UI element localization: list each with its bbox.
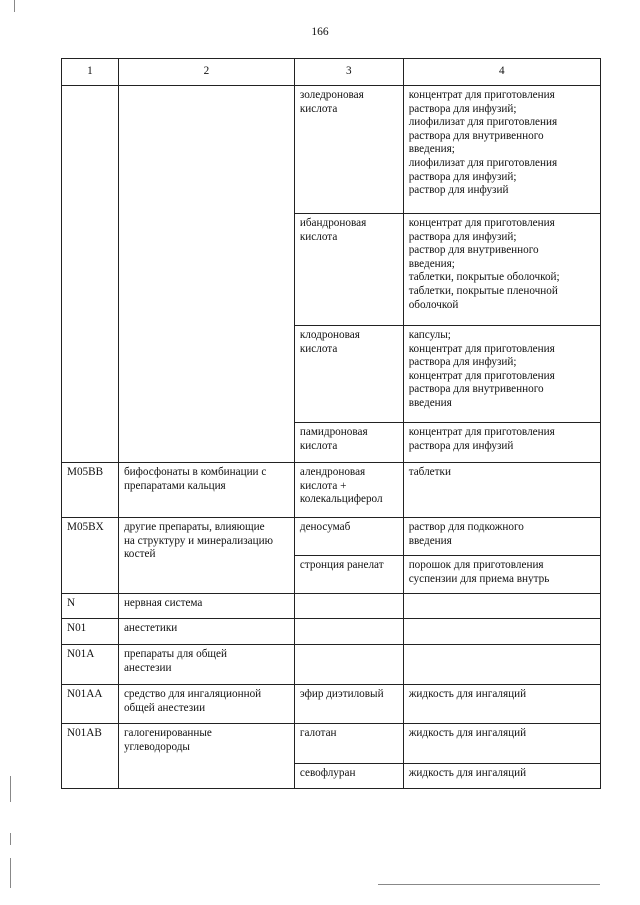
substance-cell <box>294 86 403 214</box>
forms-cell <box>403 326 600 423</box>
code-cell: M05BB <box>62 463 119 518</box>
forms-cell <box>403 764 600 789</box>
group-line: нервная система <box>123 597 203 609</box>
form-line: раствор для внутривенного <box>408 244 539 257</box>
scan-mark-bottom-rule <box>378 884 600 885</box>
forms-cell <box>403 214 600 326</box>
table-row <box>62 685 601 724</box>
form-line: лиофилизат для приготовления <box>408 156 558 169</box>
group-cell <box>118 685 294 724</box>
forms-cell <box>403 619 600 645</box>
form-line: введения; <box>408 257 455 270</box>
forms-cell <box>403 556 600 594</box>
code-cell: N01AA <box>62 685 119 724</box>
scan-mark-left-2 <box>10 833 11 845</box>
substance-line: колекальциферол <box>299 493 383 506</box>
forms-cell <box>403 685 600 724</box>
form-line: раствора для инфузий; <box>408 230 517 243</box>
form-line: раствора для инфузий; <box>408 356 517 369</box>
code-cell: N01AB <box>62 724 119 789</box>
forms-cell <box>403 463 600 518</box>
group-line: препараты для общей <box>123 648 227 660</box>
group-line: общей анестезии <box>123 701 206 714</box>
substance-cell <box>294 463 403 518</box>
group-line: средство для ингаляционной <box>123 688 262 700</box>
header-col-1: 1 <box>62 59 119 86</box>
scan-mark-left-3 <box>10 858 11 888</box>
form-line: концентрат для приготовления <box>408 217 555 229</box>
substance-cell <box>294 764 403 789</box>
form-line: введения; <box>408 143 455 156</box>
form-line: раствора для внутривенного <box>408 129 544 142</box>
table-row <box>62 619 601 645</box>
scan-mark-top-left <box>14 0 15 12</box>
substance-line: клодроновая <box>299 329 360 341</box>
group-cell <box>118 645 294 685</box>
forms-cell <box>403 86 600 214</box>
substance-line: ибандроновая <box>299 217 367 229</box>
code-cell: N01A <box>62 645 119 685</box>
group-cell <box>118 518 294 594</box>
form-line: таблетки, покрытые оболочкой; <box>408 271 560 284</box>
substance-cell <box>294 645 403 685</box>
group-cell <box>118 463 294 518</box>
form-line: суспензии для приема внутрь <box>408 572 550 585</box>
form-line: жидкость для ингаляций <box>408 767 527 779</box>
substance-line: кислота <box>299 230 338 243</box>
form-line: порошок для приготовления <box>408 559 544 571</box>
substance-line: золедроновая <box>299 89 364 101</box>
substance-line: памидроновая <box>299 426 368 438</box>
table-row <box>62 86 601 214</box>
substance-cell <box>294 724 403 764</box>
group-cell <box>118 86 294 463</box>
form-line: лиофилизат для приготовления <box>408 116 558 129</box>
form-line: введения <box>408 534 452 547</box>
header-col-2: 2 <box>118 59 294 86</box>
medication-table <box>61 58 601 789</box>
form-line: раствора для инфузий; <box>408 102 517 115</box>
substance-cell <box>294 518 403 556</box>
forms-cell <box>403 594 600 619</box>
form-line: оболочкой <box>408 298 459 311</box>
group-line: бифосфонаты в комбинации с <box>123 466 267 478</box>
substance-cell <box>294 556 403 594</box>
substance-line: эфир диэтиловый <box>299 688 384 700</box>
substance-cell <box>294 326 403 423</box>
substance-line: кислота <box>299 342 338 355</box>
form-line: раствор для инфузий <box>408 184 509 197</box>
form-line: жидкость для ингаляций <box>408 727 527 739</box>
form-line: раствора для инфузий <box>408 439 514 452</box>
substance-line: деносумаб <box>299 521 351 533</box>
substance-line: севофлуран <box>299 767 356 779</box>
form-line: введения <box>408 396 452 409</box>
code-cell: N01 <box>62 619 119 645</box>
form-line: таблетки, покрытые пленочной <box>408 284 558 297</box>
group-line: препаратами кальция <box>123 479 226 492</box>
page-number: 166 <box>311 26 329 38</box>
substance-line: алендроновая <box>299 466 366 478</box>
table-row <box>62 645 601 685</box>
form-line: жидкость для ингаляций <box>408 688 527 700</box>
substance-cell <box>294 594 403 619</box>
form-line: капсулы; <box>408 329 451 341</box>
substance-cell <box>294 619 403 645</box>
forms-cell <box>403 724 600 764</box>
group-line: анестетики <box>123 622 178 634</box>
table-row <box>62 463 601 518</box>
table-row <box>62 594 601 619</box>
table-row <box>62 724 601 764</box>
group-cell <box>118 619 294 645</box>
forms-cell <box>403 518 600 556</box>
substance-line: кислота <box>299 439 338 452</box>
form-line: раствора для инфузий; <box>408 170 517 183</box>
substance-line: кислота + <box>299 479 347 492</box>
forms-cell <box>403 423 600 463</box>
group-line: костей <box>123 548 156 561</box>
form-line: таблетки <box>408 466 451 478</box>
form-line: концентрат для приготовления <box>408 369 555 382</box>
substance-cell <box>294 214 403 326</box>
form-line: концентрат для приготовления <box>408 342 555 355</box>
header-col-3: 3 <box>294 59 403 86</box>
forms-cell <box>403 645 600 685</box>
group-line: галогенированные <box>123 727 212 739</box>
form-line: раствор для подкожного <box>408 521 524 533</box>
scan-mark-left-1 <box>10 776 11 802</box>
group-line: углеводороды <box>123 740 190 753</box>
form-line: концентрат для приготовления <box>408 426 555 438</box>
group-cell <box>118 724 294 789</box>
group-line: на структуру и минерализацию <box>123 534 273 547</box>
group-cell <box>118 594 294 619</box>
group-line: другие препараты, влияющие <box>123 521 265 533</box>
substance-line: кислота <box>299 102 338 115</box>
substance-line: галотан <box>299 727 337 739</box>
group-line: анестезии <box>123 661 172 674</box>
table-row <box>62 518 601 556</box>
code-cell: N <box>62 594 119 619</box>
code-cell <box>62 86 119 463</box>
table-header-row <box>62 59 601 86</box>
substance-cell <box>294 685 403 724</box>
code-cell: M05BX <box>62 518 119 594</box>
substance-line: стронция ранелат <box>299 559 384 571</box>
form-line: концентрат для приготовления <box>408 89 555 101</box>
substance-cell <box>294 423 403 463</box>
header-col-4: 4 <box>403 59 600 86</box>
form-line: раствора для внутривенного <box>408 383 544 396</box>
